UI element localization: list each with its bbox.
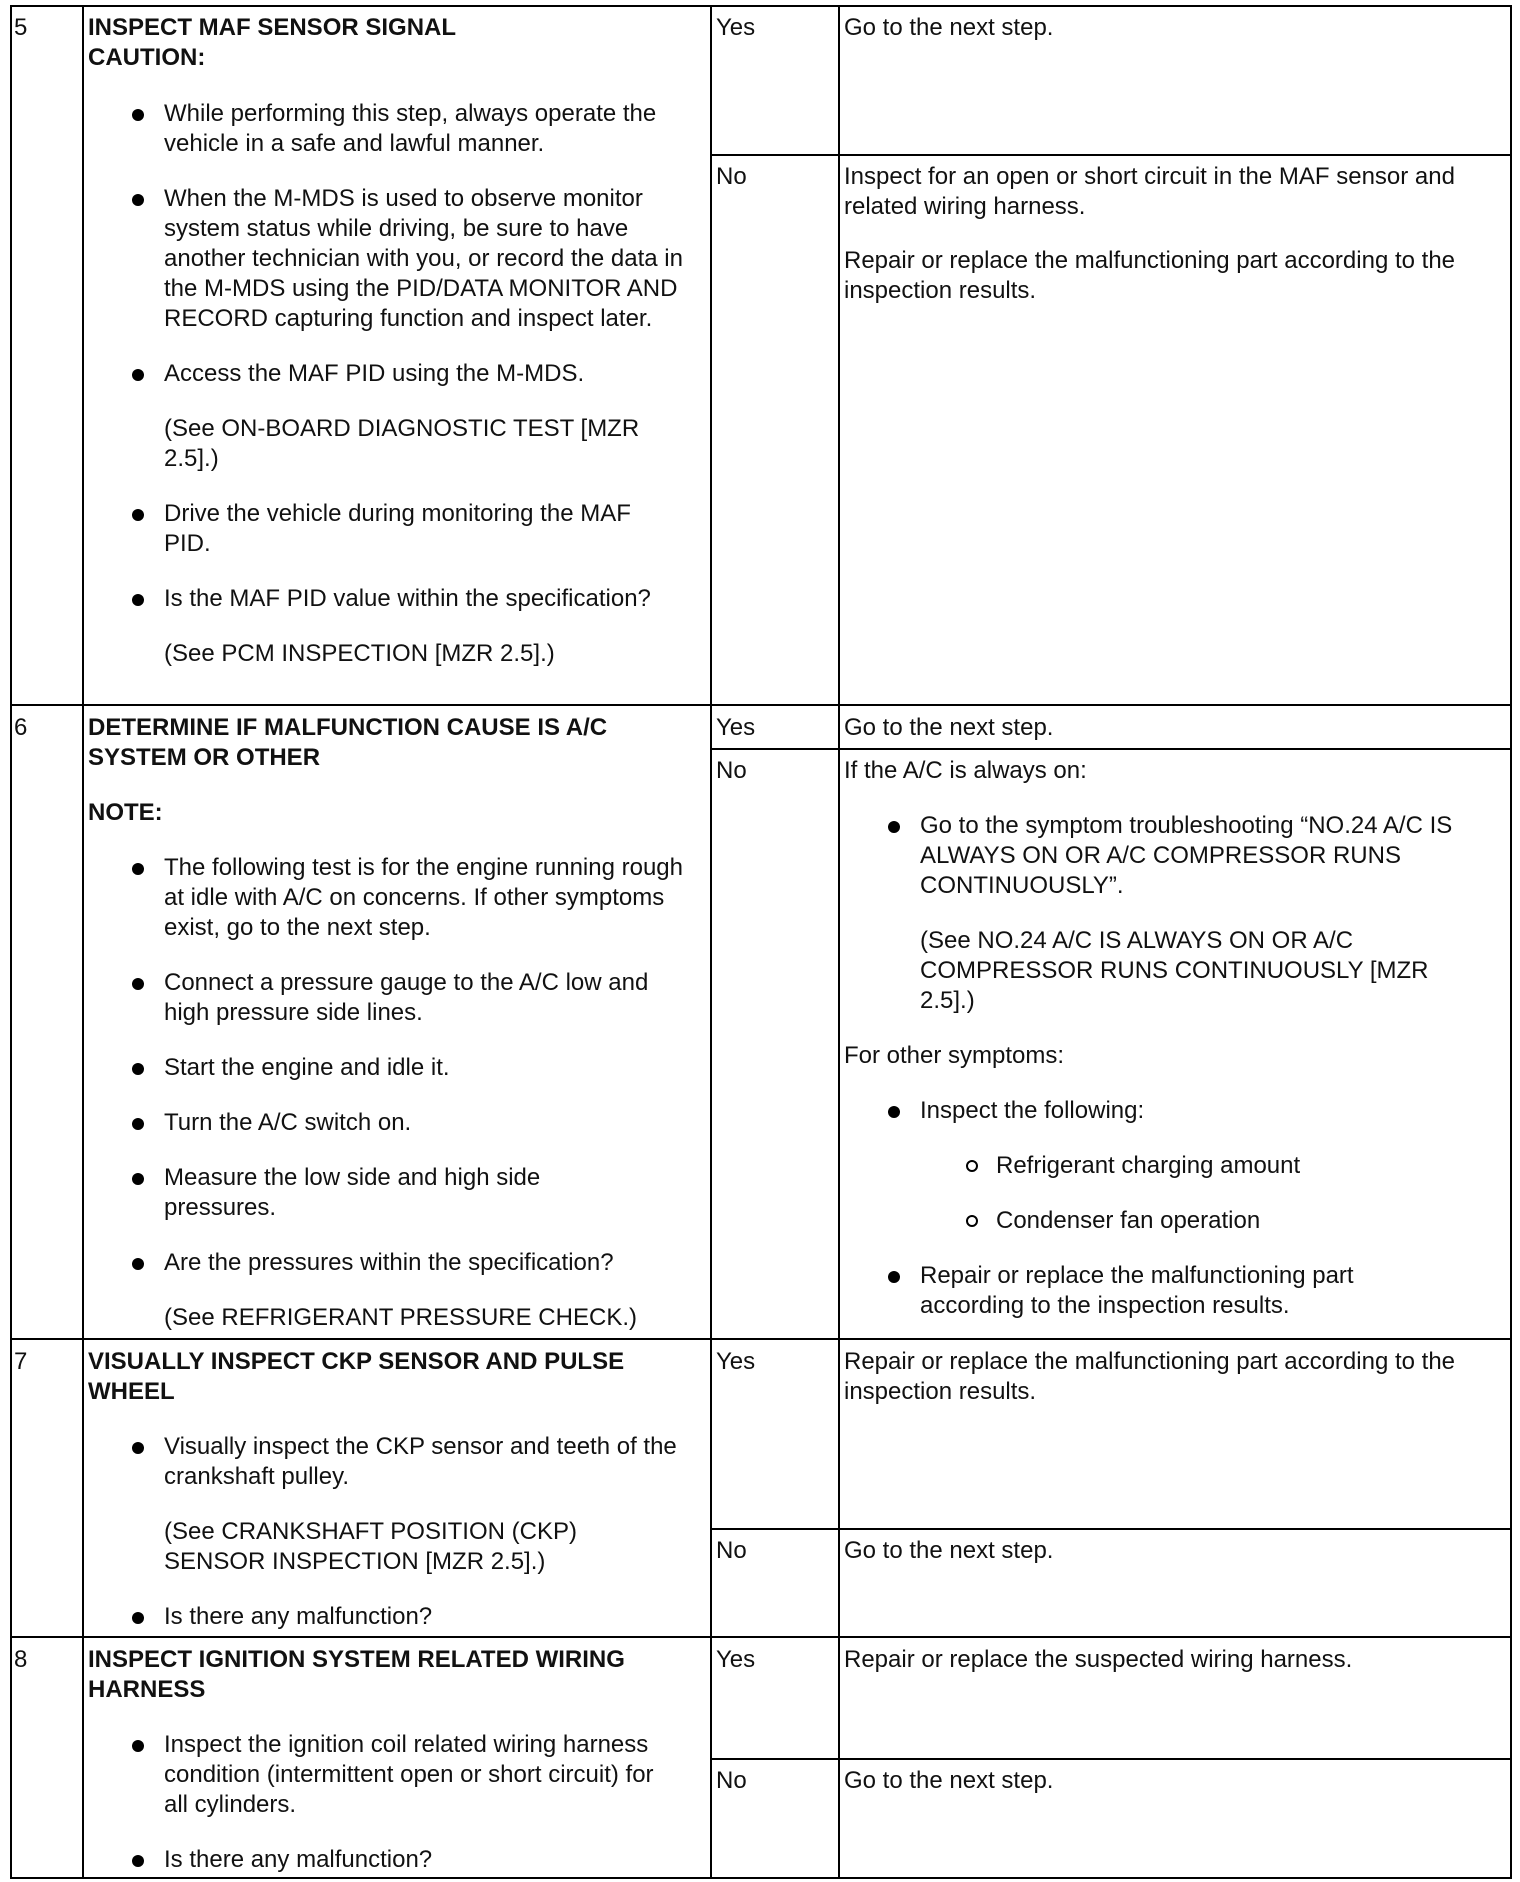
bullet-item: While performing this step, always operate the vehicle in a safe and lawful manner. [164, 99, 684, 159]
no-action: Repair or replace the malfunctioning part according to the inspection results. [844, 247, 1456, 304]
bullet-item: Drive the vehicle during monitoring the MAF PID. [164, 499, 684, 559]
bullet-item: Visually inspect the CKP sensor and teeth of the crankshaft pulley. [164, 1432, 684, 1492]
bullet-item: Is the MAF PID value within the specification? [164, 584, 684, 614]
yes-label: Yes [716, 14, 756, 41]
step-number: 7 [14, 1348, 28, 1375]
reference-text: (See NO.24 A/C IS ALWAYS ON OR A/C COMPRESSOR RUNS CONTINUOUSLY [MZR 2.5].) [920, 927, 1429, 1014]
step-6-procedure [88, 713, 688, 1333]
yes-action: Repair or replace the suspected wiring harness. [844, 1646, 1353, 1673]
row-divider-5-6 [10, 704, 1512, 706]
column-divider-action [838, 5, 840, 1879]
row5-yes-no-divider [710, 154, 1512, 156]
reference-text: (See PCM INSPECTION [MZR 2.5].) [164, 640, 555, 667]
bullet-item: Turn the A/C switch on. [164, 1108, 684, 1138]
bullet-item: Inspect the following: [920, 1096, 1494, 1126]
yes-label: Yes [716, 1348, 756, 1375]
reference-text: (See ON-BOARD DIAGNOSTIC TEST [MZR 2.5].) [164, 415, 640, 472]
note-label: NOTE: [88, 799, 163, 826]
no-intro: If the A/C is always on: [844, 757, 1087, 784]
step-6-no-actions [844, 756, 1494, 1321]
table-border-top [10, 5, 1512, 7]
bullet-item: Connect a pressure gauge to the A/C low and high pressure side lines. [164, 968, 684, 1028]
column-divider-step [82, 5, 84, 1879]
row6-yes-no-divider [710, 748, 1512, 750]
step-title: INSPECT IGNITION SYSTEM RELATED WIRING HARNESS [88, 1646, 625, 1703]
no-label: No [716, 1537, 747, 1564]
row-divider-7-8 [10, 1636, 1512, 1638]
table-border-bottom [10, 1877, 1512, 1879]
bullet-item: Go to the symptom troubleshooting “NO.24 A/C IS ALWAYS ON OR A/C COMPRESSOR RUNS CONTINUOUSLY”. [920, 811, 1490, 901]
step-5-procedure [88, 13, 688, 669]
table-border-right [1510, 5, 1512, 1879]
row8-yes-no-divider [710, 1758, 1512, 1760]
step-title: DETERMINE IF MALFUNCTION CAUSE IS A/C SYSTEM OR OTHER [88, 714, 608, 771]
no-label: No [716, 757, 747, 784]
step-number: 6 [14, 714, 28, 741]
step-title: INSPECT MAF SENSOR SIGNAL [88, 14, 457, 41]
reference-text: (See REFRIGERANT PRESSURE CHECK.) [164, 1304, 637, 1331]
yes-action: Go to the next step. [844, 14, 1054, 41]
bullet-item: When the M-MDS is used to observe monitor system status while driving, be sure to have another technician with you, or record the data in the M-MDS using the PID/DATA MONITOR AND RECORD capturing function and inspect later. [164, 185, 683, 332]
no-label: No [716, 163, 747, 190]
row7-yes-no-divider [710, 1528, 1512, 1530]
no-action: Go to the next step. [844, 1767, 1054, 1794]
bullet-item: Start the engine and idle it. [164, 1053, 684, 1083]
bullet-item: Are the pressures within the specification? [164, 1248, 684, 1278]
bullet-item: Is there any malfunction? [164, 1845, 684, 1875]
no-other-intro: For other symptoms: [844, 1042, 1065, 1069]
column-divider-result [710, 5, 712, 1879]
table-border-left [10, 5, 12, 1879]
step-7-procedure [88, 1347, 688, 1632]
no-label: No [716, 1767, 747, 1794]
yes-label: Yes [716, 714, 756, 741]
yes-label: Yes [716, 1646, 756, 1673]
yes-action: Repair or replace the malfunctioning part according to the inspection results. [844, 1348, 1456, 1405]
bullet-item: Repair or replace the malfunctioning part according to the inspection results. [920, 1261, 1400, 1321]
yes-action: Go to the next step. [844, 714, 1054, 741]
no-action: Inspect for an open or short circuit in the MAF sensor and related wiring harness. [844, 163, 1455, 220]
caution-label: CAUTION: [88, 44, 206, 71]
reference-text: (See CRANKSHAFT POSITION (CKP) SENSOR INSPECTION [MZR 2.5].) [164, 1518, 577, 1575]
step-title: VISUALLY INSPECT CKP SENSOR AND PULSE WHEEL [88, 1348, 625, 1405]
row-divider-6-7 [10, 1338, 1512, 1340]
bullet-item: Is there any malfunction? [164, 1602, 684, 1632]
bullet-item: Measure the low side and high side pressures. [164, 1163, 584, 1223]
sub-bullet-item: Condenser fan operation [996, 1206, 1494, 1236]
step-8-procedure [88, 1645, 688, 1875]
bullet-item: Inspect the ignition coil related wiring harness condition (intermittent open or short circuit) for all cylinders. [164, 1730, 684, 1820]
no-action: Go to the next step. [844, 1537, 1054, 1564]
sub-bullet-item: Refrigerant charging amount [996, 1151, 1494, 1181]
bullet-item: Access the MAF PID using the M-MDS. [164, 359, 684, 389]
bullet-item: The following test is for the engine running rough at idle with A/C on concerns. If other symptoms exist, go to the next step. [164, 854, 683, 941]
step-number: 8 [14, 1646, 28, 1673]
step-number: 5 [14, 14, 28, 41]
